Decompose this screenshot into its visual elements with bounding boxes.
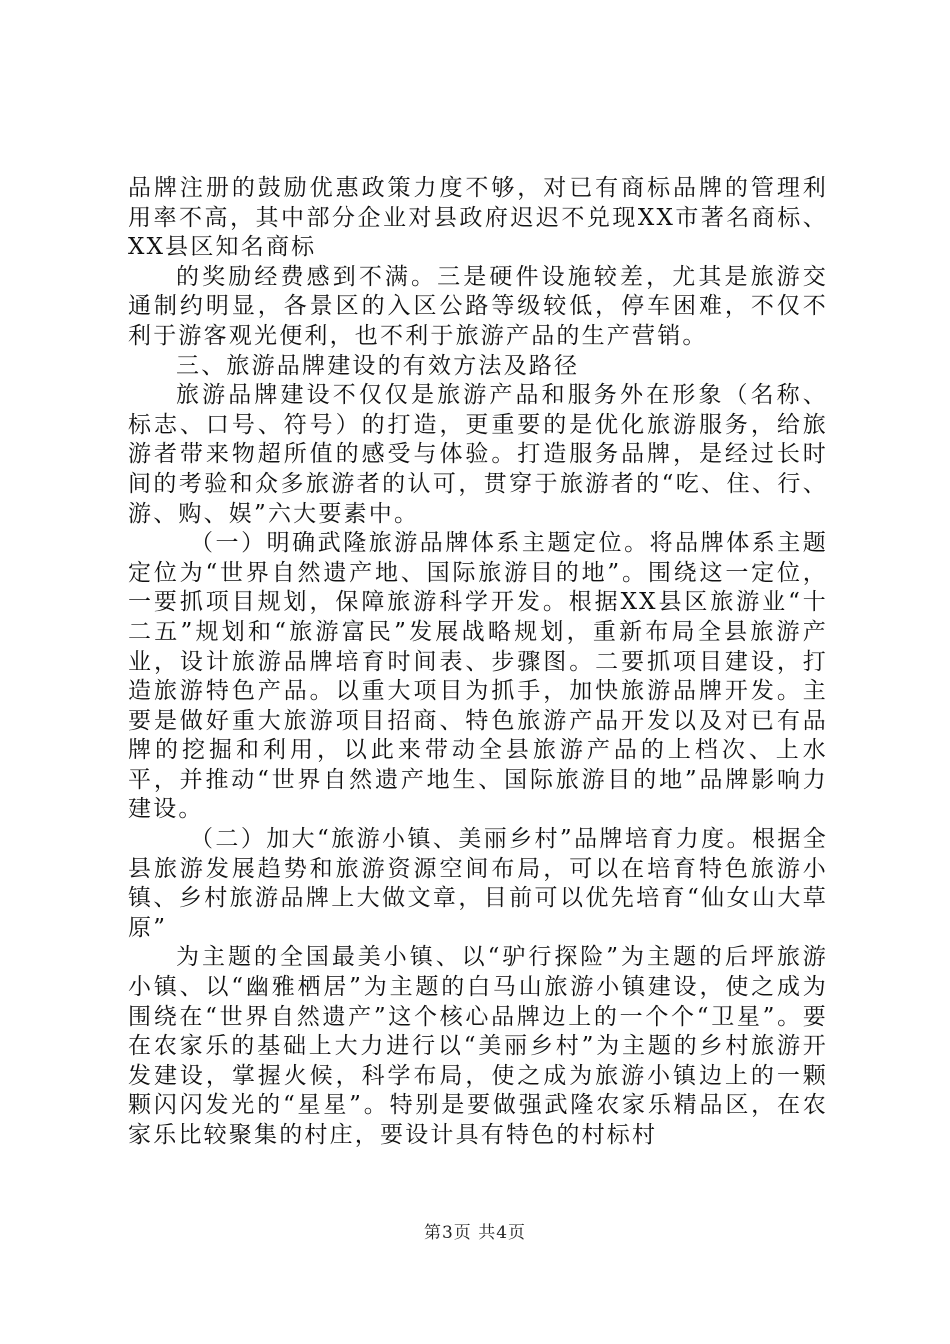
paragraph-6: 为主题的全国最美小镇、以“驴行探险”为主题的后坪旅游小镇、以“幽雅栖居”为主题的白马山旅游小镇建设，使之成为围绕在“世界自然遗产”这个核心品牌边上的一个个“卫星”。要在农家乐的基础上大力进行以“美丽乡村”为主题的乡村旅游开发建设，掌握火候，科学布局，使之成为旅游小镇边上的一颗颗闪闪发光的“星星”。特别是要做强武隆农家乐精品区，在农家乐比较聚集的村庄，要设计具有特色的村标村	[128, 944, 828, 1148]
paragraph-2: 的奖励经费感到不满。三是硬件设施较差，尤其是旅游交通制约明显，各景区的入区公路等级较低，停车困难，不仅不利于游客观光便利，也不利于旅游产品的生产营销。	[128, 263, 828, 349]
section-heading: 三、旅游品牌建设的有效方法及路径	[176, 352, 580, 379]
paragraph-1: 品牌注册的鼓励优惠政策力度不够，对已有商标品牌的管理利用率不高，其中部分企业对县政府迟迟不兑现XX市著名商标、XX县区知名商标	[128, 175, 828, 261]
paragraph-3: 旅游品牌建设不仅仅是旅游产品和服务外在形象（名称、标志、口号、符号）的打造，更重要的是优化旅游服务，给旅游者带来物超所值的感受与体验。打造服务品牌，是经过长时间的考验和众多旅游者的认可，贯穿于旅游者的“吃、住、行、游、购、娱”六大要素中。	[128, 382, 828, 527]
document-body	[128, 174, 828, 1151]
paragraph-5: （二）加大“旅游小镇、美丽乡村”品牌培育力度。根据全县旅游发展趋势和旅游资源空间布局，可以在培育特色旅游小镇、乡村旅游品牌上大做文章，目前可以优先培育“仙女山大草原”	[128, 826, 828, 941]
page-footer: 第3页 共4页	[423, 1223, 527, 1243]
paragraph-4: （一）明确武隆旅游品牌体系主题定位。将品牌体系主题定位为“世界自然遗产地、国际旅游目的地”。围绕这一定位，一要抓项目规划，保障旅游科学开发。根据XX县区旅游业“十二五”规划和“旅游富民”发展战略规划，重新布局全县旅游产业，设计旅游品牌培育时间表、步骤图。二要抓项目建设，打造旅游特色产品。以重大项目为抓手，加快旅游品牌开发。主要是做好重大旅游项目招商、特色旅游产品开发以及对已有品牌的挖掘和利用，以此来带动全县旅游产品的上档次、上水平，并推动“世界自然遗产地生、国际旅游目的地”品牌影响力建设。	[128, 530, 828, 823]
